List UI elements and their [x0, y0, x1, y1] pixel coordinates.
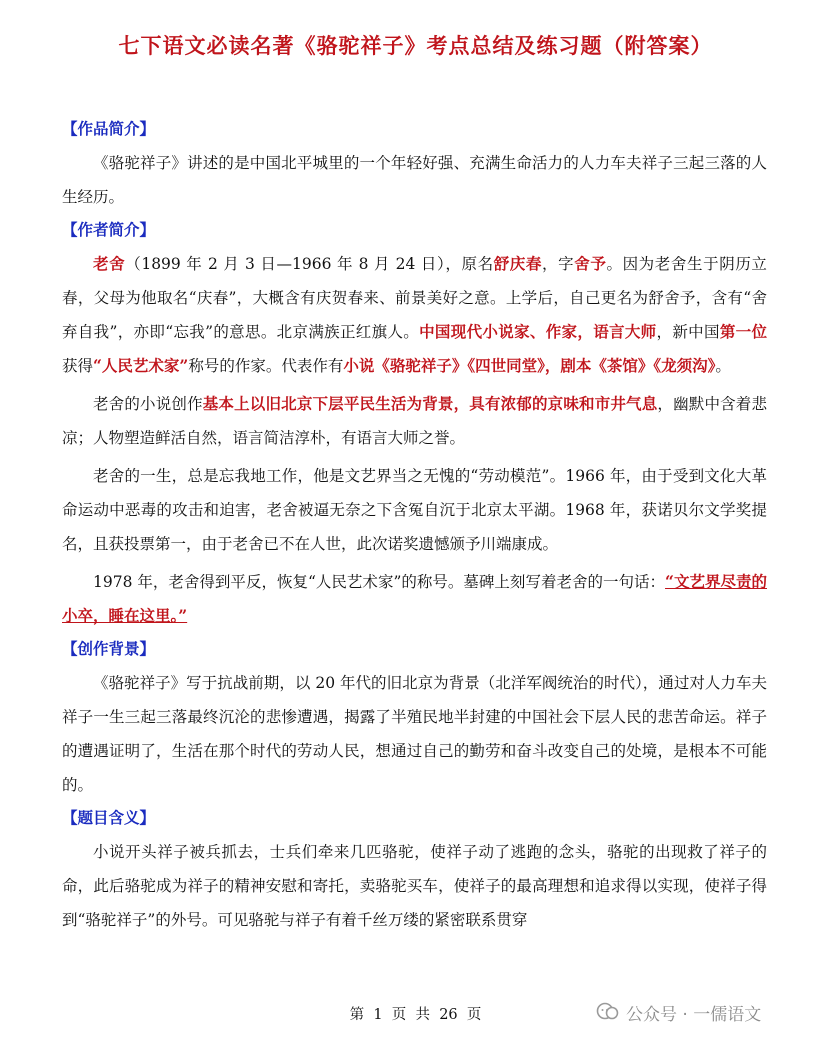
author-paragraph-2: [62, 387, 767, 455]
wechat-official-account-icon: [596, 1002, 620, 1022]
document-body: [62, 115, 767, 941]
meaning-paragraph: 小说开头祥子被兵抓去，士兵们牵来几匹骆驼，使祥子动了逃跑的念头，骆驼的出现救了祥子的命，此后骆驼成为祥子的精神安慰和寄托，卖骆驼买车，使祥子的最高理想和追求得以实现，使祥子得到“骆驼祥子”的外号。可见骆驼与祥子有着千丝万缕的紧密联系贯穿: [62, 843, 767, 929]
epitaph-intro: 1978 年，老舍得到平反，恢复“人民艺术家”的称号。墓碑上刻写着老舍的一句话：: [93, 573, 666, 591]
background-paragraph: 《骆驼祥子》写于抗战前期，以 20 年代的旧北京为背景（北洋军阀统治的时代），通过对人力车夫祥子一生三起三落最终沉沦的悲惨遭遇，揭露了半殖民地半封建的中国社会下层人民的悲苦命运。祥子的遭遇证明了，生活在那个时代的劳动人民，想通过自己的勤劳和奋斗改变自己的处境，是根本不可能的。: [62, 674, 767, 794]
author-representative-works: 小说《骆驼祥子》《四世同堂》，剧本《茶馆》《龙须沟》: [343, 356, 716, 375]
document-title: 七下语文必读名著《骆驼祥子》考点总结及练习题（附答案）: [118, 33, 713, 58]
author-name-origin: 。因为老舍生于阴历立春，父母为他取名“庆春”，大概含有庆贺春来、前景美好之意。上学后，自己更名为舒舍予，含有“舍弃自我”，亦即“忘我”的意思。北京满族正红旗人。: [62, 255, 767, 341]
author-text-end: 。: [715, 357, 731, 375]
intro-paragraph: 《骆驼祥子》讲述的是中国北平城里的一个年轻好强、充满生命活力的人力车夫祥子三起三落的人生经历。: [62, 154, 767, 206]
author-text-works-intro: 称号的作家。代表作有: [188, 357, 344, 375]
author-text-new-china: ，新中国: [656, 323, 720, 341]
author-text-received: 获得: [62, 357, 94, 375]
author-original-name: 舒庆春: [493, 254, 543, 273]
watermark: [596, 999, 761, 1025]
author-paragraph-3: 老舍的一生，总是忘我地工作，他是文艺界当之无愧的“劳动模范”。1966 年，由于受到文化大革命运动中恶毒的攻击和迫害，老舍被逼无奈之下含冤自沉于北京太平湖。1968 年，获诺贝尔文学奖提名，且获投票第一，由于老舍已不在人世，此次诺奖遗憾颁予川端康成。: [62, 467, 767, 553]
style-text-start: 老舍的小说创作: [93, 395, 203, 413]
author-first: 第一位: [719, 322, 767, 341]
section-heading-background: 【创作背景】: [62, 639, 156, 658]
section-heading-intro: 【作品简介】: [62, 119, 156, 138]
author-paragraph-1: [62, 247, 767, 383]
author-name: 老舍: [93, 254, 126, 273]
style-emphasis: 基本上以旧北京下层平民生活为背景，具有浓郁的京味和市井气息: [202, 394, 658, 413]
section-heading-author: 【作者简介】: [62, 220, 156, 239]
epitaph-quote: “文艺界尽责的小卒，睡在这里。”: [62, 572, 767, 625]
author-honor-title: “人民艺术家”: [93, 356, 189, 375]
author-dates: （1899 年 2 月 3 日—1966 年 8 月 24 日），原名: [125, 255, 494, 273]
author-courtesy-name: 舍予: [574, 254, 607, 273]
watermark-text: 公众号 · 一儒语文: [626, 1004, 762, 1025]
section-heading-meaning: 【题目含义】: [62, 808, 156, 827]
author-text-zi: ，字: [542, 255, 575, 273]
author-paragraph-4: [62, 565, 767, 633]
page-footer: 第 1 页 共 26 页: [349, 1007, 482, 1023]
author-titles: 中国现代小说家、作家，语言大师: [419, 322, 657, 341]
style-text-end: ，幽默中含着悲凉；人物塑造鲜活自然，语言简洁淳朴，有语言大师之誉。: [62, 395, 767, 447]
